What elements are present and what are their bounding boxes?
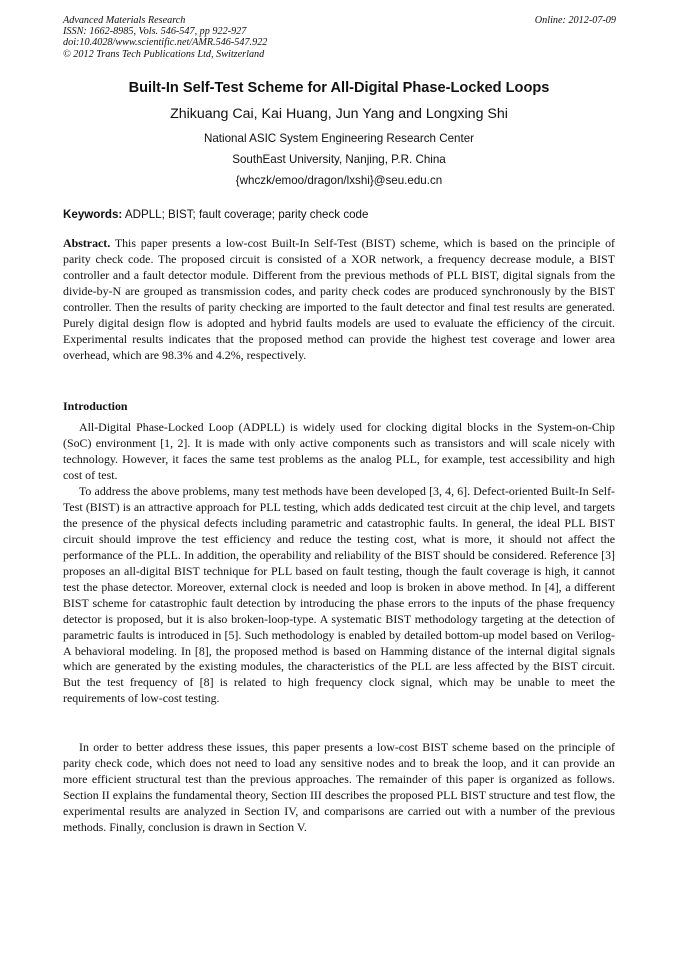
intro-paragraph-1: All-Digital Phase-Locked Loop (ADPLL) is widely used for clocking digital blocks in the System-on-Chip (SoC) environment [1, 2]. It is made with only active components such as transistors and will scale nicely with technology. However, it faces the same test problems as the analog PLL, for example, test accessibility and high cost of test. (63, 420, 615, 482)
abstract-label: Abstract. (63, 236, 111, 250)
journal-header (63, 15, 393, 60)
affiliation-line-1: National ASIC System Engineering Research Center (203, 132, 474, 145)
keywords-label: Keywords: (63, 208, 123, 221)
affiliation-line-2: SouthEast University, Nanjing, P.R. China (232, 153, 446, 166)
issn-line: ISSN: 1662-8985, Vols. 546-547, pp 922-927 (63, 26, 247, 38)
doi-line: doi:10.4028/www.scientific.net/AMR.546-547.922 (63, 37, 268, 49)
intro-paragraph-2: To address the above problems, many test methods have been developed [3, 4, 6]. Defect-oriented Built-In Self-Test (BIST) is an attractive approach for PLL testing, which adds dedicated test circuit at the chip level, and targets the presence of the physical defects including parametric and catastrophic faults. In general, the ideal PLL BIST circuit should improve the test efficiency and reduce the testing cost, what is more, it should not affect the performance of the PLL. In addition, the operability and reliability of the BIST should be considered. Reference [3] proposes an all-digital BIST technique for PLL based on fault testing, though the fault coverage is high, it cannot test the phase detector. Moreover, external clock is needed and loop is broken in above method. In [4], a different BIST scheme for catastrophic fault detection by introducing the phase errors to the inputs of the phase frequency detector is proposed, but it is also broken-loop-type. A systematic BIST methodology targeting at the detection of parametric faults is introduced in [5]. Such methodology is enabled by detailed bottom-up model based on Verilog-A behavioral modeling. In [8], the proposed method is based on Hamming distance of the internal digital signals which are generated by the existing modules, the characteristics of the PLL are less affected by the BIST circuit. But the test frequency of [8] is related to high frequency clock signal, which may be unable to meet the requirements of low-cost testing. (63, 484, 615, 706)
journal-name: Advanced Materials Research (63, 15, 186, 26)
paper-title: Built-In Self-Test Scheme for All-Digital Phase-Locked Loops (128, 80, 550, 96)
author-email: {whczk/emoo/dragon/lxshi}@seu.edu.cn (235, 174, 443, 187)
abstract (63, 236, 615, 364)
section-heading-introduction: Introduction (63, 399, 128, 413)
online-date: Online: 2012-07-09 (534, 15, 616, 26)
abstract-text: This paper presents a low-cost Built-In Self-Test (BIST) scheme, which is based on the principle of parity check code. The proposed circuit is consisted of a XOR network, a frequency decrease module, a BIST controller and a fault detector module. Different from the previous methods of PLL BIST, digital signals from the divide-by-N are grouped as transmission codes, and parity check codes are produced synchronously by the BIST controller. Then the results of parity checking are imported to the fault detector and final test results are generated. Purely digital design flow is adopted and hybrid faults models are used to evaluate the efficiency of the circuit. Experimental results indicates that the proposed method can provide the highest test coverage and lower area overhead, which are 98.3% and 4.2%, respectively. (63, 236, 615, 362)
keywords-text: ADPLL; BIST; fault coverage; parity check code (122, 208, 369, 221)
copyright-line: © 2012 Trans Tech Publications Ltd, Switzerland (63, 48, 265, 60)
keywords (63, 208, 615, 221)
author-list: Zhikuang Cai, Kai Huang, Jun Yang and Longxing Shi (170, 106, 508, 122)
intro-paragraph-3: In order to better address these issues, this paper presents a low-cost BIST scheme based on the principle of parity check code, which does not need to load any sensitive nodes and to break the loop, and it can provide an more efficient structural test than the previous approaches. The remainder of this paper is organized as follows. Section II explains the fundamental theory, Section III describes the proposed PLL BIST structure and test flow, the experimental results are analyzed in Section IV, and comparisons are carried out with a number of the previous methods. Finally, conclusion is drawn in Section V. (63, 740, 615, 834)
